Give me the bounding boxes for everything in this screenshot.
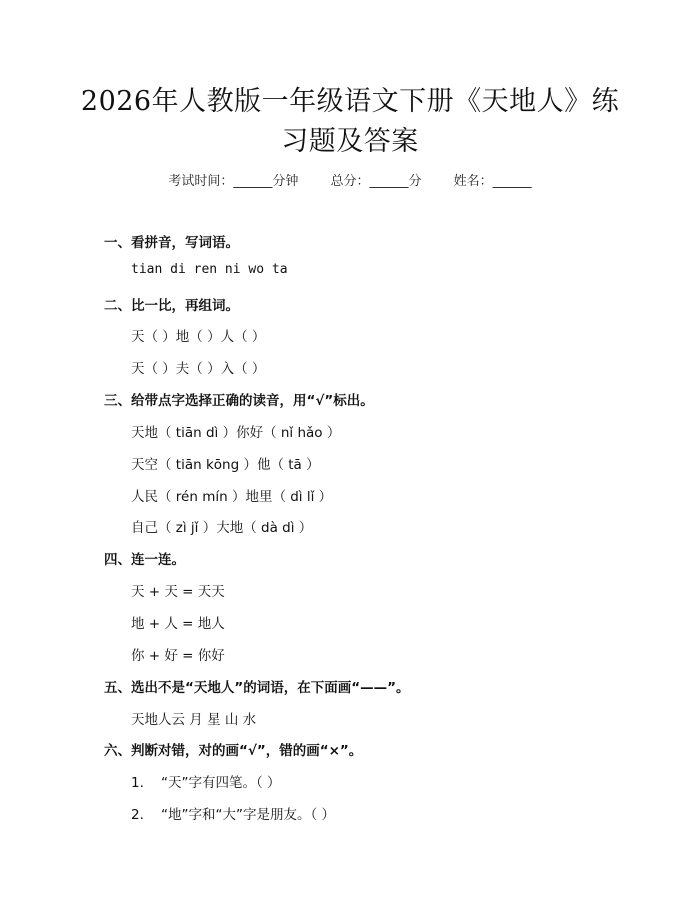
- section-4-line-1: 天 + 天 = 天天: [131, 584, 225, 600]
- exam-time: 考试时间：______分钟: [168, 174, 299, 189]
- exam-info: [0, 170, 700, 189]
- section-1-pinyin: tian di ren ni wo ta: [131, 262, 288, 277]
- section-2-line-1: 天（ ）地（ ）人（ ）: [131, 329, 266, 345]
- item-text: “地”字和“大”字是朋友。（ ）: [161, 807, 336, 823]
- student-name: 姓名：______: [453, 174, 532, 189]
- section-6-heading: 六、判断对错，对的画“√”，错的画“×”。: [104, 743, 363, 759]
- section-2-heading: 二、比一比，再组词。: [104, 298, 239, 314]
- section-1-heading: 一、看拼音，写词语。: [104, 235, 239, 251]
- section-3-heading: 三、给带点字选择正确的读音，用“√”标出。: [104, 393, 374, 409]
- section-5-line-1: 天地人云 月 星 山 水: [131, 712, 257, 728]
- section-4-heading: 四、连一连。: [104, 552, 185, 568]
- section-3-line-2: 天空（ tiān kōng ）他（ tā ）: [131, 457, 320, 473]
- section-4-line-2: 地 + 人 = 地人: [131, 616, 225, 632]
- section-3-line-3: 人民（ rén mín ）地里（ dì lǐ ）: [131, 489, 333, 505]
- section-4-line-3: 你 + 好 = 你好: [131, 648, 225, 664]
- section-6-item-1: [131, 771, 281, 791]
- section-5-heading: 五、选出不是“天地人”的词语，在下面画“——”。: [104, 680, 410, 696]
- section-2-line-2: 天（ ）夫（ ）入（ ）: [131, 361, 266, 377]
- section-3-line-4: 自己（ zì jǐ ）大地（ dà dì ）: [131, 520, 313, 536]
- item-number: 1.: [131, 775, 144, 791]
- total-score: 总分：______分: [330, 174, 422, 189]
- item-text: “天”字有四笔。（ ）: [161, 775, 281, 791]
- section-3-line-1: 天地（ tiān dì ）你好（ nǐ hǎo ）: [131, 425, 341, 441]
- section-6-item-2: [131, 803, 335, 823]
- item-number: 2.: [131, 807, 144, 823]
- title-line-1: 2026年人教版一年级语文下册《天地人》练: [80, 86, 620, 117]
- title-line-2: 习题及答案: [281, 126, 419, 157]
- page-title: [80, 82, 620, 162]
